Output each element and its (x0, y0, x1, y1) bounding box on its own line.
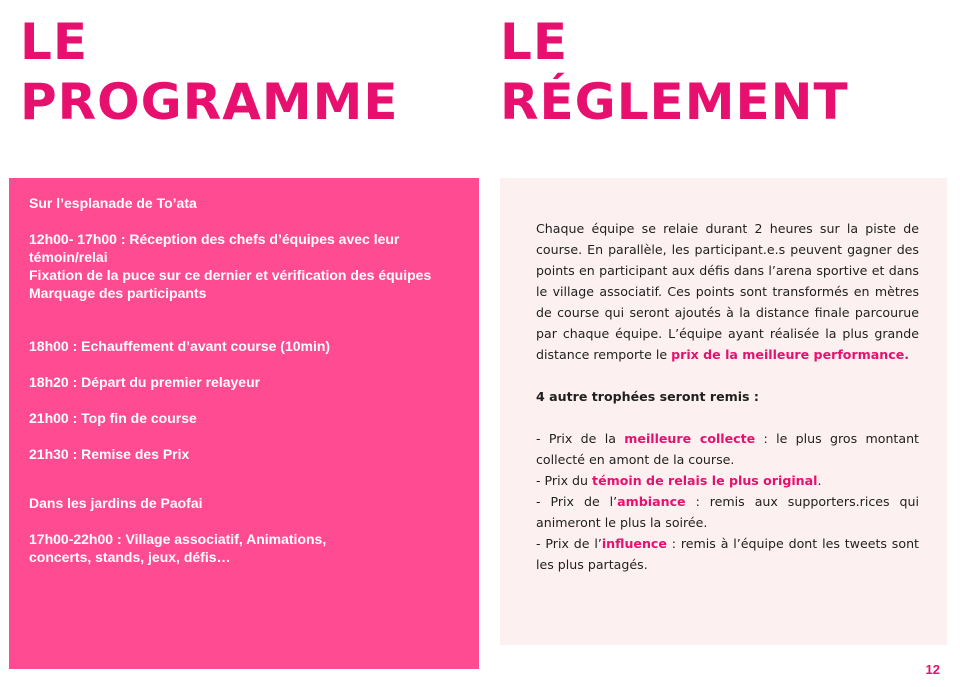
prize-item (536, 533, 919, 575)
reglement-intro (536, 218, 919, 365)
programme-title (20, 12, 399, 132)
prize-prefix: - Prix de l’ (536, 494, 618, 509)
programme-item: Marquage des participants (29, 285, 207, 301)
programme-item: 21h00 : Top fin de course (29, 410, 197, 426)
page-number: 12 (925, 662, 940, 677)
programme-title-line-2: PROGRAMME (20, 73, 399, 131)
prize-description: . (817, 473, 822, 488)
prize-description: : remis à l’équipe dont les tweets sont les plus partagés. (536, 536, 919, 572)
prize-description: : le plus gros montant collecté en amont de la course. (536, 431, 919, 467)
programme-title-line-1: LE (20, 13, 89, 71)
programme-item: 18h00 : Echauffement d’avant course (10min) (29, 338, 331, 354)
programme-item: 17h00-22h00 : Village associatif, Animations, concerts, stands, jeux, défis… (29, 531, 327, 565)
programme-item: Fixation de la puce sur ce dernier et vérification des équipes (29, 267, 432, 283)
prize-item (536, 470, 919, 491)
programme-item: 12h00- 17h00 : Réception des chefs d’équipes avec leur témoin/relai (29, 231, 400, 265)
reglement-panel (500, 178, 947, 645)
prize-name: influence (601, 536, 667, 551)
programme-panel (9, 178, 479, 669)
programme-location-toata: Sur l’esplanade de To’ata (29, 195, 197, 211)
prize-item (536, 428, 919, 470)
programme-item: 18h20 : Départ du premier relayeur (29, 374, 261, 390)
prize-prefix: - Prix de l’ (536, 536, 602, 551)
prize-list (536, 428, 919, 575)
reglement-intro-text: Chaque équipe se relaie durant 2 heures sur la piste de course. En parallèle, les participant.e.s peuvent gagner des points en participant aux défis dans l’arena sportive et dans le village associatif. Ces points sont transformés en mètres de course qui seront ajoutés à la distance finale parcourue par chaque équipe. L’équipe ayant réalisée la plus grande distance remporte le (536, 221, 919, 362)
programme-item: 21h30 : Remise des Prix (29, 446, 190, 462)
reglement-intro-highlight: prix de la meilleure performance. (671, 347, 910, 362)
prize-name: témoin de relais le plus original (592, 473, 818, 488)
prize-description: : remis aux supporters.rices qui animeront le plus la soirée. (536, 494, 919, 530)
prize-name: meilleure collecte (624, 431, 756, 446)
reglement-title-line-1: LE (500, 13, 569, 71)
prize-prefix: - Prix de la (536, 431, 625, 446)
prize-prefix: - Prix du (536, 473, 593, 488)
trophies-heading: 4 autre trophées seront remis : (536, 389, 759, 404)
prize-name: ambiance (617, 494, 686, 509)
reglement-title (500, 12, 849, 132)
reglement-title-line-2: RÉGLEMENT (500, 73, 849, 131)
programme-location-paofai: Dans les jardins de Paofai (29, 495, 203, 511)
prize-item (536, 491, 919, 533)
